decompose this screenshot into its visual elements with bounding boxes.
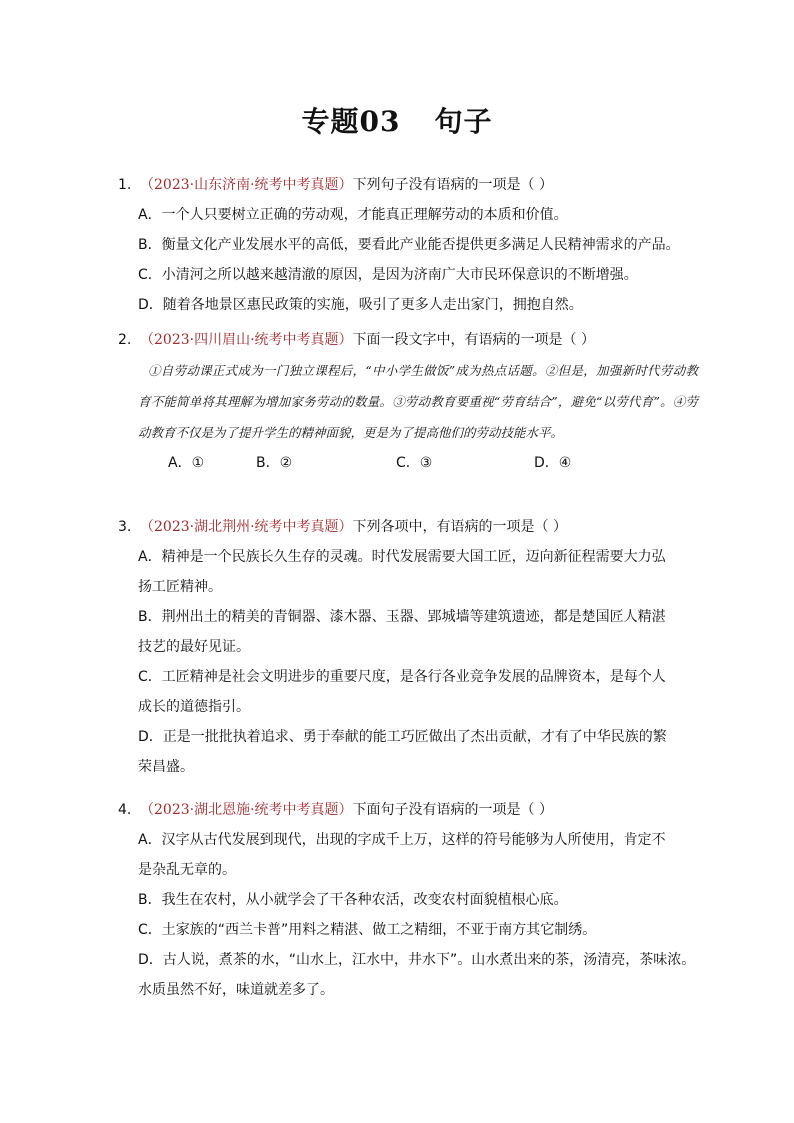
question-4 (118, 795, 696, 1005)
question-source: （2023·山东济南·统考中考真题） (140, 177, 353, 193)
answer-choices (118, 448, 688, 478)
question-1 (118, 170, 688, 320)
question-4-stem: 4. （2023·湖北恩施·统考中考真题）下面句子没有语病的一项是（ ） (118, 802, 553, 818)
option-b: B．荆州出土的精美的青铜器、漆木器、玉器、郢城墙等建筑遗迹，都是楚国匠人精湛 技艺的最好见证。 (138, 609, 666, 655)
choice-d: D．④ (534, 455, 572, 471)
question-3-stem: 3. （2023·湖北荆州·统考中考真题）下列各项中，有语病的一项是（ ） (118, 519, 567, 535)
question-1-stem: 1. （2023·山东济南·统考中考真题）下列句子没有语病的一项是（ ） (118, 177, 553, 193)
option-c: C．工匠精神是社会文明进步的重要尺度，是各行各业竞争发展的品牌资本，是每个人 成长的道德指引。 (138, 669, 666, 715)
question-source: （2023·四川眉山·统考中考真题） (140, 332, 353, 348)
option-c: C．土家族的“西兰卡普”用料之精湛、做工之精细，不亚于南方其它制绣。 (138, 922, 597, 938)
question-2 (118, 325, 698, 478)
choice-b: B．② (256, 455, 293, 471)
question-3 (118, 512, 688, 782)
option-d: D．古人说，煮茶的水，“山水上，江水中，井水下”。山水煮出来的茶，汤清亮，茶味浓。 水质虽然不好，味道就差多了。 (138, 952, 696, 998)
reading-passage: ①自劳动课正式成为一门独立课程后，“中小学生做饭”成为热点话题。②但是，加强新时代劳动教育不能简单将其理解为增加家务劳动的数量。③劳动教育要重视“劳育结合”，避免“以劳代育”。④劳动教育不仅是为了提升学生的精神面貌，更是为了提高他们的劳动技能水平。 (138, 363, 698, 440)
option-b: B．衡量文化产业发展水平的高低，要看此产业能否提供更多满足人民精神需求的产品。 (138, 237, 680, 253)
choice-c: C．③ (396, 455, 433, 471)
option-a: A．汉字从古代发展到现代，出现的字成千上万，这样的符号能够为人所使用，肯定不 是杂乱无章的。 (138, 832, 666, 878)
question-source: （2023·湖北恩施·统考中考真题） (140, 802, 353, 818)
option-b: B．我生在农村，从小就学会了干各种农活，改变农村面貌植根心底。 (138, 892, 568, 908)
page-title (0, 100, 794, 140)
title-sub: 句子 (434, 105, 493, 138)
title-main: 专题03 (301, 105, 401, 138)
question-2-stem: 2. （2023·四川眉山·统考中考真题）下面一段文字中，有语病的一项是（ ） (118, 332, 595, 348)
option-c: C．小清河之所以越来越清澈的原因，是因为济南广大市民环保意识的不断增强。 (138, 267, 638, 283)
option-a: A．精神是一个民族长久生存的灵魂。时代发展需要大国工匠，迈向新征程需要大力弘 扬工匠精神。 (138, 549, 666, 595)
option-d: D．正是一批批执着追求、勇于奉献的能工巧匠做出了杰出贡献，才有了中华民族的繁 荣昌盛。 (138, 729, 667, 775)
question-source: （2023·湖北荆州·统考中考真题） (140, 519, 353, 535)
choice-a: A．① (168, 455, 205, 471)
option-d: D．随着各地景区惠民政策的实施，吸引了更多人走出家门，拥抱自然。 (138, 297, 583, 313)
option-a: A．一个人只要树立正确的劳动观，才能真正理解劳动的本质和价值。 (138, 207, 568, 223)
